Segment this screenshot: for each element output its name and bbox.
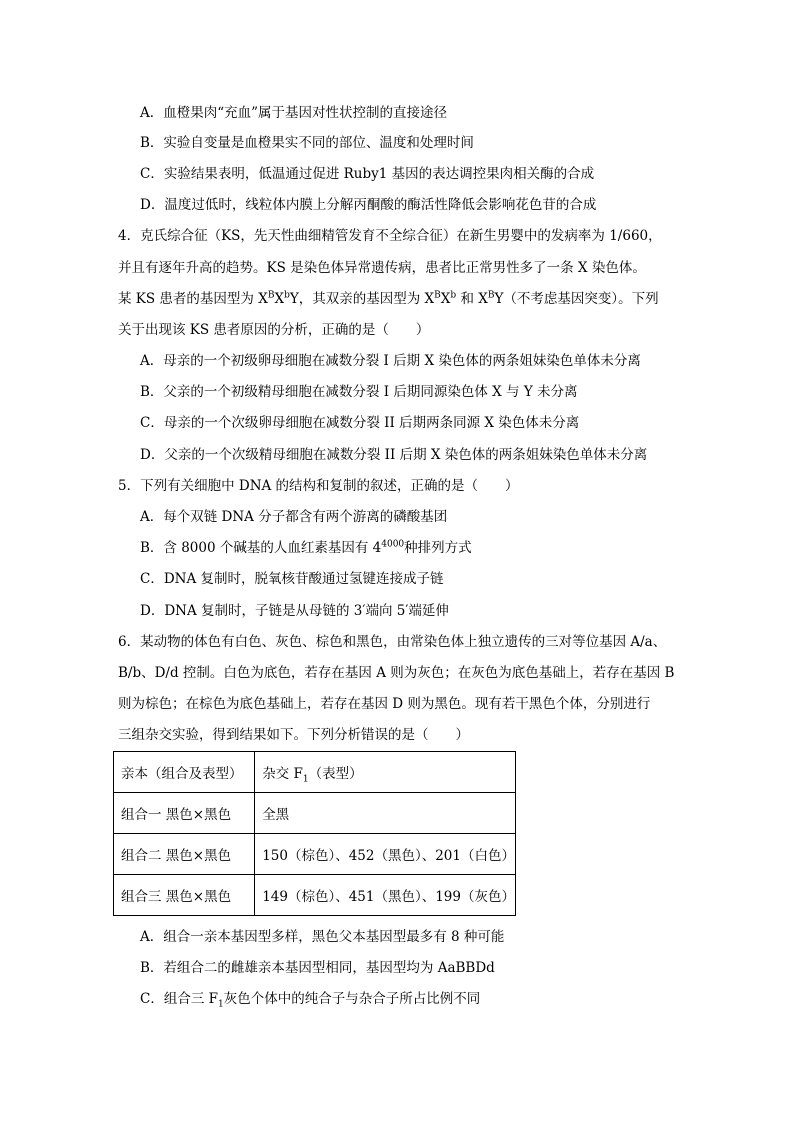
table-cell-parent: 组合一 黑色×黑色 bbox=[114, 793, 255, 834]
q6-stem-line1: 6．某动物的体色有白色、灰色、棕色和黑色，由常染色体上独立遗传的三对等位基因 A/a、 bbox=[118, 634, 667, 650]
table-cell-parent: 组合二 黑色×黑色 bbox=[114, 834, 255, 875]
table-cell-parent: 组合三 黑色×黑色 bbox=[114, 875, 255, 916]
q4-stem-line2: 并且有逐年升高的趋势。KS 是染色体异常遗传病，患者比正常男性多了一条 X 染色体。 bbox=[118, 260, 646, 276]
table-row bbox=[114, 793, 516, 834]
q6-option-a: A．组合一亲本基因型多样，黑色父本基因型最多有 8 种可能 bbox=[140, 929, 505, 945]
q4-option-c: C．母亲的一个次级卵母细胞在减数分裂 II 后期两条同源 X 染色体未分离 bbox=[140, 415, 580, 431]
q4-stem-line1: 4．克氏综合征（KS，先天性曲细精管发育不全综合征）在新生男婴中的发病率为 1/660， bbox=[118, 228, 662, 244]
q5-option-d: D．DNA 复制时，子链是从母链的 3′端向 5′端延伸 bbox=[140, 603, 449, 619]
table-cell-f1: 149（棕色）、451（黑色）、199（灰色） bbox=[255, 875, 516, 916]
q6-stem-line3: 则为棕色；在棕色为底色基础上，若存在基因 D 则为黑色。现有若干黑色个体，分别进行 bbox=[118, 696, 651, 712]
table-cell-f1: 150（棕色）、452（黑色）、201（白色） bbox=[255, 834, 516, 875]
q4-option-b: B．父亲的一个初级精母细胞在减数分裂 I 后期同源染色体 X 与 Y 未分离 bbox=[140, 384, 578, 400]
table-header-parent: 亲本（组合及表型） bbox=[114, 752, 255, 793]
q3-option-d: D．温度过低时，线粒体内膜上分解丙酮酸的酶活性降低会影响花色苷的合成 bbox=[140, 197, 597, 213]
table-row bbox=[114, 875, 516, 916]
q3-option-b: B．实验自变量是血橙果实不同的部位、温度和处理时间 bbox=[140, 135, 474, 151]
table-header-f1: 杂交 $F_1$（表型） bbox=[255, 752, 516, 793]
q6-option-c: C．组合三 $F_1$灰色个体中的纯合子与杂合子所占比例不同 bbox=[140, 991, 481, 1010]
q6-stem-line4: 三组杂交实验，得到结果如下。下列分析错误的是（ ） bbox=[118, 727, 469, 743]
q4-stem-line3: 某 KS 患者的基因型为 $X^BX^bY$，其双亲的基因型为 $X^BX^b$ 和 $X^BY$（不考虑基因突变）。下列 bbox=[118, 290, 659, 307]
q6-stem-line2: B/b、D/d 控制。白色为底色，若存在基因 A 则为灰色；在灰色为底色基础上，若存在基因 B bbox=[118, 665, 675, 681]
q3-option-a: A．血橙果肉“充血”属于基因对性状控制的直接途径 bbox=[140, 105, 448, 121]
q5-option-a: A．每个双链 DNA 分子都含有两个游离的磷酸基团 bbox=[140, 509, 448, 525]
q5-stem: 5．下列有关细胞中 DNA 的结构和复制的叙述，正确的是（ ） bbox=[118, 478, 519, 494]
table-cell-f1: 全黑 bbox=[255, 793, 516, 834]
q5-option-b: B．含 8000 个碱基的人血红素基因有 $4^{4000}$种排列方式 bbox=[140, 539, 472, 556]
q4-option-a: A．母亲的一个初级卵母细胞在减数分裂 I 后期 X 染色体的两条姐妹染色单体未分离 bbox=[140, 353, 641, 369]
q3-option-c: C．实验结果表明，低温通过促进 Ruby1 基因的表达调控果肉相关酶的合成 bbox=[140, 166, 595, 182]
q4-stem-line4: 关于出现该 KS 患者原因的分析，正确的是（ ） bbox=[118, 322, 430, 338]
q6-option-b: B．若组合二的雌雄亲本基因型相同，基因型均为 AaBBDd bbox=[140, 960, 495, 976]
table-row bbox=[114, 834, 516, 875]
cross-results-table bbox=[113, 751, 516, 916]
q5-option-c: C．DNA 复制时，脱氧核苷酸通过氢键连接成子链 bbox=[140, 571, 444, 587]
q4-option-d: D．父亲的一个次级精母细胞在减数分裂 II 后期 X 染色体的两条姐妹染色单体未分离 bbox=[140, 447, 648, 463]
table-header-row bbox=[114, 752, 516, 793]
